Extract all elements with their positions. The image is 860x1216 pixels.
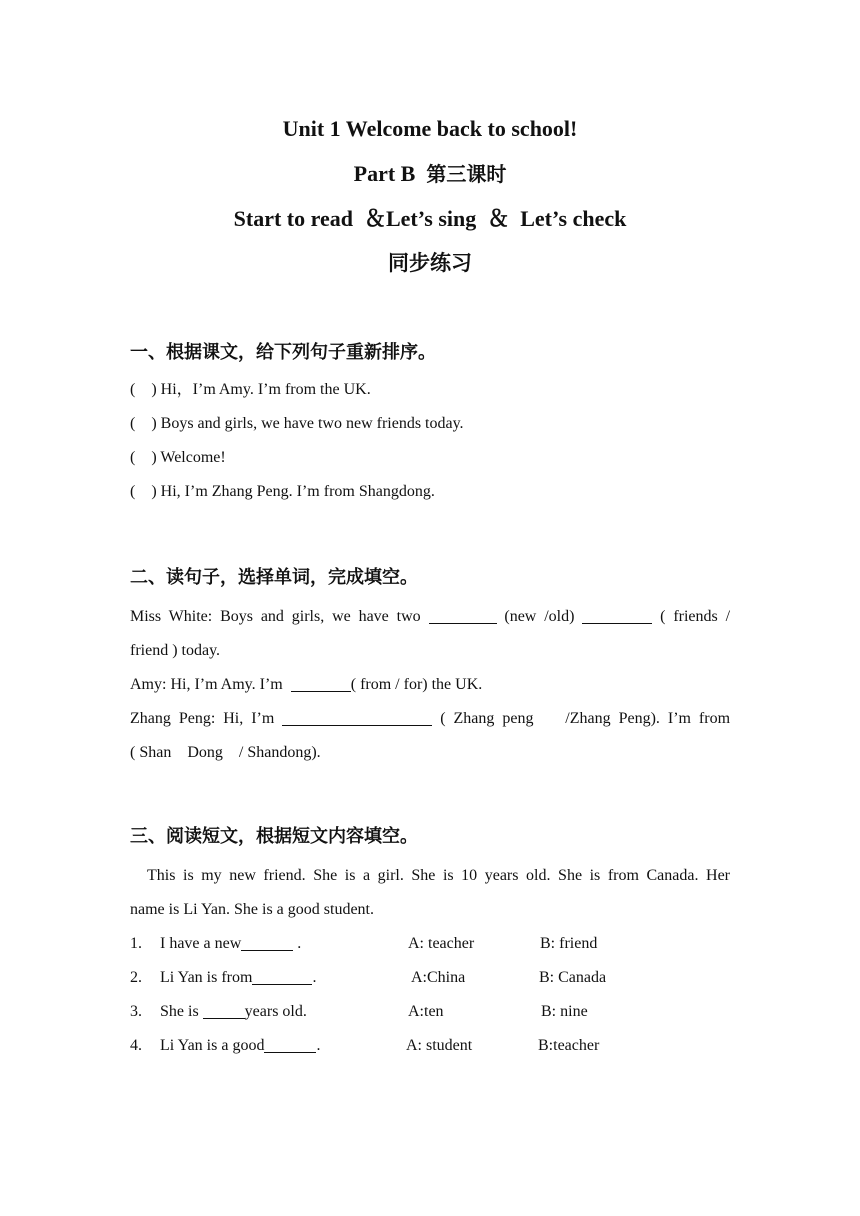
answer-blank[interactable] <box>282 707 432 726</box>
answer-blank[interactable] <box>252 966 312 985</box>
fill-line-3 <box>130 668 730 702</box>
section-2 <box>130 560 730 770</box>
passage-line-1: This is my new friend. She is a girl. She is 10 years old. She is from Canada. Her <box>147 867 730 884</box>
answer-blank[interactable] <box>241 932 293 951</box>
question-text-pre: Li Yan is a good <box>160 1037 265 1054</box>
option-a: A:ten <box>408 1003 444 1020</box>
option-a: A: teacher <box>408 935 475 952</box>
part-en: Part B <box>353 161 416 186</box>
answer-blank[interactable] <box>429 605 497 624</box>
question-number: 3. <box>130 1003 142 1020</box>
title-block <box>0 106 860 286</box>
answer-blank[interactable] <box>291 673 351 692</box>
order-item-4: ( ) Hi, I’m Zhang Peng. I’m from Shangdong. <box>130 483 435 500</box>
part-cn: 第三课时 <box>426 162 507 186</box>
option-b: B: Canada <box>539 969 607 986</box>
question-text-pre: She is <box>160 1003 203 1020</box>
lesson-title: Start to read ＆Let’s sing ＆ Let’s check <box>233 206 627 231</box>
section-2-heading: 二、读句子，选择单词，完成填空。 <box>130 567 418 588</box>
fill-line-5: ( Shan Dong / Shandong). <box>130 744 321 761</box>
answer-blank[interactable] <box>582 605 652 624</box>
question-text <box>160 1029 320 1063</box>
fill-line-4-text-b: ( Zhang peng /Zhang Peng). I’m from <box>440 710 731 727</box>
section-1 <box>130 335 730 509</box>
part-title <box>0 151 860 196</box>
question-text-post: . <box>293 935 302 952</box>
fill-line-2: friend ) today. <box>130 642 221 659</box>
question-text-post: years old. <box>244 1003 307 1020</box>
fill-line-4 <box>130 702 730 736</box>
question-text <box>160 961 316 995</box>
fill-line-4-text-a: Zhang Peng: Hi, I’m <box>130 710 275 727</box>
question-number: 2. <box>130 969 142 986</box>
fill-line-1-text-a: Miss White: Boys and girls, we have two <box>130 608 421 625</box>
question-3 <box>130 995 730 1029</box>
answer-blank[interactable] <box>264 1034 316 1053</box>
fill-line-1 <box>130 600 730 634</box>
question-text <box>160 927 301 961</box>
passage-line-2: name is Li Yan. She is a good student. <box>130 901 374 918</box>
option-a: A: student <box>406 1037 473 1054</box>
question-text-post: . <box>312 969 317 986</box>
question-1 <box>130 927 730 961</box>
question-text-post: . <box>316 1037 321 1054</box>
option-b: B:teacher <box>538 1037 600 1054</box>
section-1-heading: 一、根据课文，给下列句子重新排序。 <box>130 342 436 363</box>
fill-line-1-text-b: (new /old) <box>504 608 575 625</box>
fill-line-1-text-c: ( friends / <box>660 608 731 625</box>
unit-title: Unit 1 Welcome back to school! <box>282 116 578 141</box>
fill-line-3-text-b: ( from / for) the UK. <box>350 676 483 693</box>
option-b: B: nine <box>541 1003 588 1020</box>
section-3 <box>130 819 730 1063</box>
option-b: B: friend <box>540 935 598 952</box>
question-number: 4. <box>130 1037 142 1054</box>
order-item-1: ( ) Hi，I’m Amy. I’m from the UK. <box>130 381 371 398</box>
question-2 <box>130 961 730 995</box>
section-3-heading: 三、阅读短文，根据短文内容填空。 <box>130 826 418 847</box>
order-item-2: ( ) Boys and girls, we have two new friends today. <box>130 415 464 432</box>
question-4 <box>130 1029 730 1063</box>
order-item-3: ( ) Welcome! <box>130 449 226 466</box>
answer-blank[interactable] <box>203 1000 245 1019</box>
question-number: 1. <box>130 935 142 952</box>
fill-line-3-text-a: Amy: Hi, I’m Amy. I’m <box>130 676 283 693</box>
option-a: A:China <box>411 969 466 986</box>
question-text-pre: Li Yan is from <box>160 969 253 986</box>
question-text <box>160 995 307 1029</box>
question-text-pre: I have a new <box>160 935 242 952</box>
subtitle: 同步练习 <box>388 251 472 275</box>
